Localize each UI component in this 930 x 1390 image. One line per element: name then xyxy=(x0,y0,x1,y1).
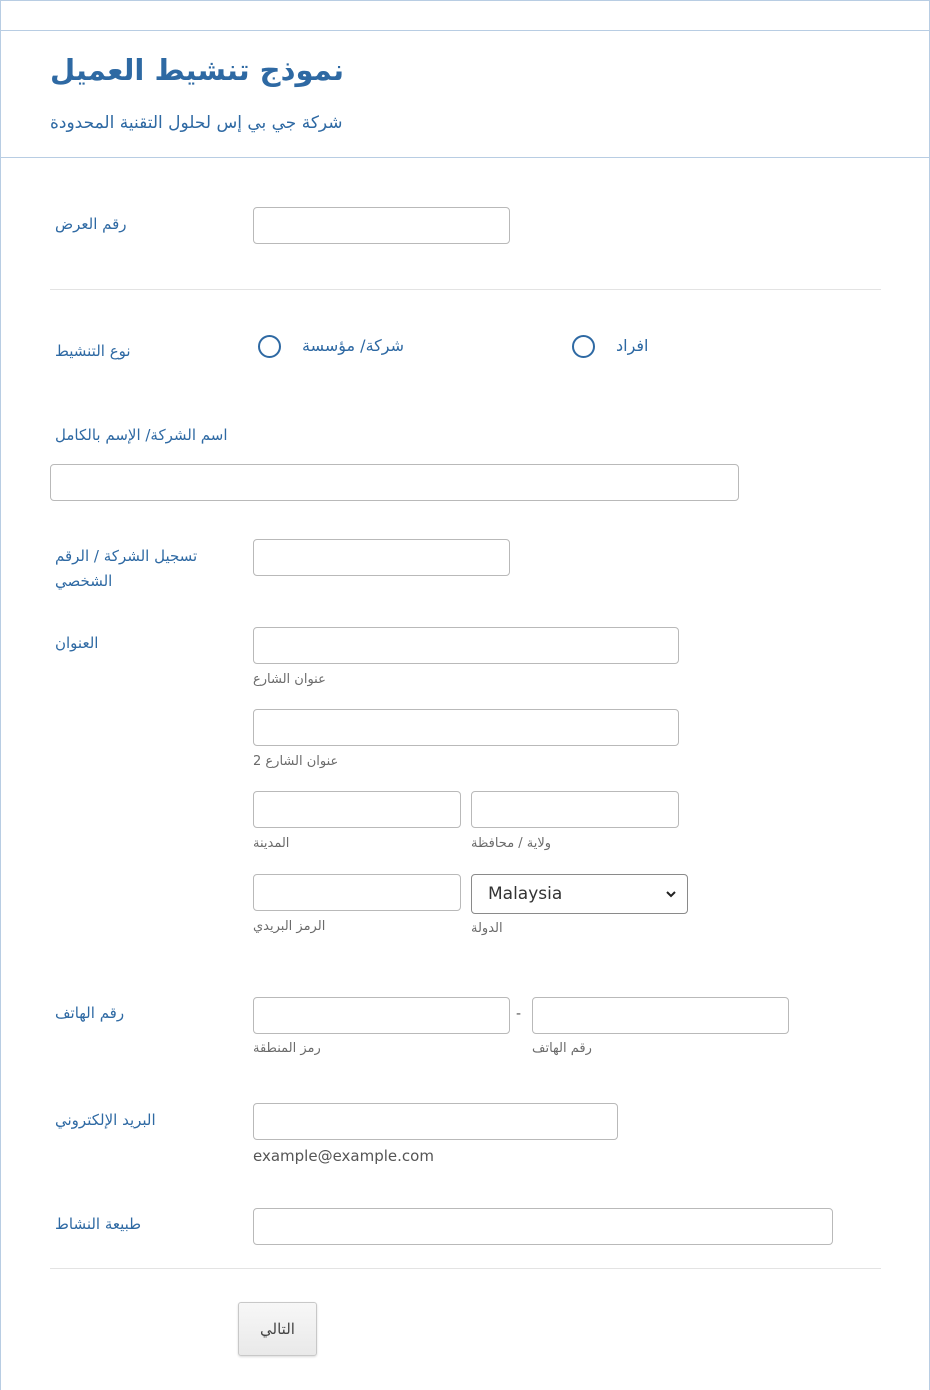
radio-company[interactable] xyxy=(258,335,281,358)
offer-number-label: رقم العرض xyxy=(55,215,127,233)
city-input[interactable] xyxy=(253,791,461,828)
email-input[interactable] xyxy=(253,1103,618,1140)
registration-label-line2: الشخصي xyxy=(55,572,113,590)
phone-number-sublabel: رقم الهاتف xyxy=(532,1041,592,1056)
city-sublabel: المدينة xyxy=(253,836,290,851)
phone-separator: - xyxy=(516,1006,522,1022)
street-address-sublabel: عنوان الشارع xyxy=(253,672,326,687)
registration-label-line1: تسجيل الشركة / الرقم xyxy=(55,547,198,565)
registration-input[interactable] xyxy=(253,539,510,576)
street-address-2-sublabel: عنوان الشارع 2 xyxy=(253,754,339,769)
email-hint: example@example.com xyxy=(253,1147,434,1165)
activity-label: طبيعة النشاط xyxy=(55,1215,142,1233)
offer-number-input[interactable] xyxy=(253,207,510,244)
form-header xyxy=(0,31,930,158)
area-code-input[interactable] xyxy=(253,997,510,1034)
street-address-input[interactable] xyxy=(253,627,679,664)
email-label: البريد الإلكتروني xyxy=(55,1111,156,1129)
radio-individuals-label: افراد xyxy=(616,336,649,355)
activation-type-label: نوع التنشيط xyxy=(55,342,131,360)
street-address-2-input[interactable] xyxy=(253,709,679,746)
country-sublabel: الدولة xyxy=(471,921,503,936)
address-label: العنوان xyxy=(55,634,99,652)
top-bar xyxy=(0,0,930,31)
page-subtitle: شركة جي بي إس لحلول التقنية المحدودة xyxy=(50,113,343,133)
country-select[interactable] xyxy=(471,874,688,914)
postal-code-input[interactable] xyxy=(253,874,461,911)
company-name-input[interactable] xyxy=(50,464,739,501)
activity-input[interactable] xyxy=(253,1208,833,1245)
company-name-label: اسم الشركة/ الإسم بالكامل xyxy=(55,426,228,444)
page-title: نموذج تنشيط العميل xyxy=(50,53,344,87)
divider xyxy=(50,1268,881,1269)
radio-company-label: شركة/ مؤسسة xyxy=(302,336,404,355)
phone-label: رقم الهاتف xyxy=(55,1004,125,1022)
next-button[interactable]: التالي xyxy=(238,1302,317,1356)
state-input[interactable] xyxy=(471,791,679,828)
country-select-value: Malaysia xyxy=(488,884,563,904)
divider xyxy=(50,289,881,290)
chevron-down-icon xyxy=(665,888,677,900)
radio-individuals[interactable] xyxy=(572,335,595,358)
postal-code-sublabel: الرمز البريدي xyxy=(253,919,326,934)
phone-number-input[interactable] xyxy=(532,997,789,1034)
state-sublabel: ولاية / محافظة xyxy=(471,836,552,851)
area-code-sublabel: رمز المنطقة xyxy=(253,1041,321,1056)
